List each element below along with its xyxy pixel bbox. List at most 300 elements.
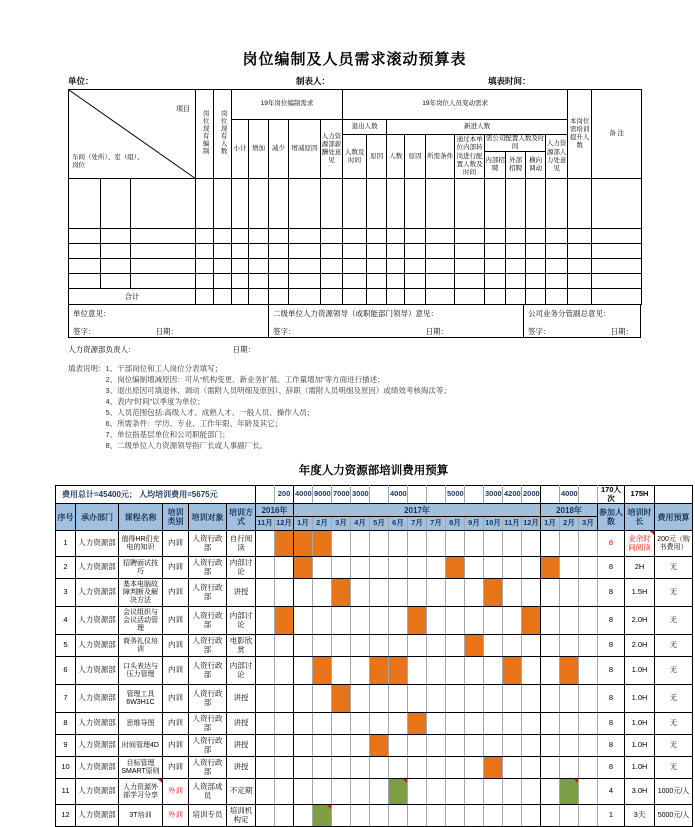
schedule-cell xyxy=(256,779,275,805)
form-empty-cell xyxy=(568,244,592,259)
budget-type-cell: 内训 xyxy=(163,685,189,713)
hr-head-date-label: 日期： xyxy=(232,345,256,355)
month-header: 4月 xyxy=(351,517,370,531)
form-empty-cell xyxy=(367,289,387,305)
form-empty-cell xyxy=(321,259,343,274)
form-empty-cell xyxy=(455,229,485,244)
form-meta-row xyxy=(68,75,641,89)
schedule-cell xyxy=(351,685,370,713)
schedule-cell-filled xyxy=(332,579,351,607)
schedule-cell xyxy=(275,735,294,757)
form-empty-cell xyxy=(269,259,289,274)
schedule-cell xyxy=(351,735,370,757)
schedule-cell-filled xyxy=(313,805,332,827)
schedule-cell xyxy=(484,713,503,735)
schedule-cell xyxy=(503,735,522,757)
schedule-cell xyxy=(427,607,446,635)
col-header-exit-count-time: 人数及时间 xyxy=(343,135,367,179)
col-header-subtotal: 小计 xyxy=(232,120,249,179)
budget-type-cell: 内训 xyxy=(163,657,189,685)
budget-dept-cell: 人力资源部 xyxy=(76,805,119,827)
schedule-cell xyxy=(408,635,427,657)
schedule-cell xyxy=(275,805,294,827)
budget-dept-cell: 人力资源部 xyxy=(76,779,119,805)
form-empty-cell xyxy=(69,179,101,229)
schedule-cell xyxy=(484,805,503,827)
schedule-cell xyxy=(256,757,275,779)
hr-head-row xyxy=(68,344,641,355)
form-empty-cell xyxy=(343,259,367,274)
form-empty-cell xyxy=(546,244,568,259)
form-empty-cell xyxy=(405,259,426,274)
budget-method-cell: 不定期 xyxy=(227,779,256,805)
form-total-row xyxy=(69,289,642,305)
schedule-cell xyxy=(465,531,484,557)
schedule-cell xyxy=(370,531,389,557)
schedule-cell xyxy=(370,685,389,713)
form-empty-row xyxy=(69,244,642,259)
schedule-cell-filled xyxy=(560,657,579,685)
schedule-cell-filled xyxy=(484,757,503,779)
col-header-course-name: 课程名称 xyxy=(119,504,163,531)
note-line: 4、表内“时间”以季度为单位； xyxy=(105,397,205,407)
schedule-cell xyxy=(465,757,484,779)
budget-course-row xyxy=(56,779,693,805)
schedule-cell-filled xyxy=(408,713,427,735)
budget-method-cell: 讲授 xyxy=(227,735,256,757)
schedule-cell xyxy=(579,657,598,685)
budget-type-cell: 内训 xyxy=(163,531,189,557)
schedule-cell xyxy=(370,635,389,657)
form-empty-cell xyxy=(196,229,214,244)
form-empty-cell xyxy=(101,259,131,274)
schedule-cell xyxy=(275,635,294,657)
budget-method-cell: 内部讨论 xyxy=(227,557,256,579)
month-header: 5月 xyxy=(370,517,389,531)
schedule-cell xyxy=(389,579,408,607)
schedule-cell-filled xyxy=(313,657,332,685)
schedule-cell xyxy=(522,557,541,579)
schedule-cell xyxy=(351,607,370,635)
form-empty-cell xyxy=(321,179,343,229)
budget-duration-cell: 1.0H xyxy=(625,713,655,735)
year-group-header: 2016年 xyxy=(256,504,294,517)
schedule-cell xyxy=(560,805,579,827)
schedule-cell xyxy=(294,685,313,713)
form-empty-cell xyxy=(485,289,506,305)
schedule-cell xyxy=(332,531,351,557)
schedule-cell-filled xyxy=(294,531,313,557)
form-empty-cell xyxy=(546,229,568,244)
form-empty-cell xyxy=(69,244,101,259)
col-header-department: 承办部门 xyxy=(76,504,119,531)
schedule-cell xyxy=(313,607,332,635)
budget-method-cell: 内部讨论 xyxy=(227,607,256,635)
form-empty-cell xyxy=(196,289,214,305)
col-header-internal-recruit: 内部招聘 xyxy=(485,152,506,179)
monthly-total-cell xyxy=(427,486,446,504)
budget-duration-cell: 3天 xyxy=(625,805,655,827)
schedule-cell xyxy=(541,607,560,635)
group-header-establishment-demand: 19年岗位编制需求 xyxy=(232,90,343,120)
form-empty-cell xyxy=(343,289,367,305)
form-empty-cell xyxy=(592,244,642,259)
note-line: 7、单位指基层单位和公司职能部门； xyxy=(105,430,230,440)
budget-audience-cell: 人资行政部 xyxy=(189,757,227,779)
form-empty-cell xyxy=(131,259,196,274)
col-header-training-audience: 培训对象 xyxy=(189,504,227,531)
budget-method-cell: 内部讨论 xyxy=(227,657,256,685)
budget-duration-cell: 业余时间阅读 xyxy=(625,531,655,557)
schedule-cell xyxy=(446,685,465,713)
budget-type-cell: 内训 xyxy=(163,607,189,635)
schedule-cell xyxy=(503,779,522,805)
month-header: 11月 xyxy=(503,517,522,531)
form-empty-cell xyxy=(426,229,455,244)
schedule-cell xyxy=(560,607,579,635)
schedule-cell xyxy=(579,579,598,607)
budget-type-cell: 内训 xyxy=(163,757,189,779)
col-header-new-count: 人数 xyxy=(387,135,405,179)
budget-dept-cell: 人力资源部 xyxy=(76,607,119,635)
form-empty-cell xyxy=(367,244,387,259)
form-empty-cell xyxy=(387,274,405,289)
form-empty-cell xyxy=(485,179,506,229)
schedule-cell xyxy=(294,713,313,735)
vp-opinion-label: 公司业务分管副总意见： xyxy=(528,309,611,319)
form-empty-cell xyxy=(568,229,592,244)
schedule-cell xyxy=(484,657,503,685)
budget-duration-cell: 3.0H xyxy=(625,779,655,805)
budget-dept-cell: 人力资源部 xyxy=(76,579,119,607)
form-empty-cell xyxy=(592,179,642,229)
schedule-cell xyxy=(579,757,598,779)
hr-leader-opinion-label: 二级单位人力资源领导（或职能部门领导）意见： xyxy=(273,309,438,319)
form-empty-cell xyxy=(101,229,131,244)
form-empty-cell xyxy=(367,259,387,274)
schedule-cell xyxy=(351,757,370,779)
schedule-cell xyxy=(351,531,370,557)
form-empty-cell xyxy=(196,259,214,274)
schedule-cell xyxy=(256,557,275,579)
schedule-cell xyxy=(294,779,313,805)
form-empty-cell xyxy=(249,274,269,289)
schedule-cell xyxy=(351,635,370,657)
schedule-cell xyxy=(294,607,313,635)
form-empty-cell xyxy=(269,274,289,289)
form-empty-cell xyxy=(321,244,343,259)
schedule-cell xyxy=(579,805,598,827)
form-empty-cell xyxy=(343,179,367,229)
form-empty-cell xyxy=(289,259,321,274)
form-empty-cell xyxy=(131,229,196,244)
form-empty-cell xyxy=(546,289,568,305)
schedule-cell xyxy=(541,805,560,827)
schedule-cell xyxy=(313,757,332,779)
budget-course-cell: 会议组织与会议活动管理 xyxy=(119,607,163,635)
budget-participants-cell: 1 xyxy=(598,805,625,827)
month-header: 10月 xyxy=(484,517,503,531)
signature-box-hr-leader xyxy=(269,305,524,337)
monthly-total-cell: 9000 xyxy=(313,486,332,504)
budget-type-cell: 外训 xyxy=(163,805,189,827)
signature-box-unit xyxy=(69,305,269,337)
form-empty-cell xyxy=(526,274,546,289)
schedule-cell xyxy=(503,579,522,607)
budget-course-row xyxy=(56,757,693,779)
budget-course-cell: 3T培训 xyxy=(119,805,163,827)
schedule-cell xyxy=(484,635,503,657)
schedule-cell xyxy=(427,579,446,607)
budget-course-cell: 招聘面试技巧 xyxy=(119,557,163,579)
col-header-training-upgrade: 本岗位需培训提升人数 xyxy=(568,90,592,179)
form-empty-cell xyxy=(568,179,592,229)
schedule-cell xyxy=(446,531,465,557)
budget-method-cell: 电影欣赏 xyxy=(227,635,256,657)
schedule-cell xyxy=(522,779,541,805)
budget-row-number: 6 xyxy=(56,657,76,685)
budget-course-row xyxy=(56,531,693,557)
schedule-cell-filled xyxy=(370,657,389,685)
schedule-cell xyxy=(484,779,503,805)
schedule-cell xyxy=(351,805,370,827)
form-empty-cell xyxy=(405,289,426,305)
form-empty-cell xyxy=(269,229,289,244)
budget-course-row xyxy=(56,579,693,607)
col-header-internal-transfer: 通过本单位内部转岗进行配置人数及时间 xyxy=(455,135,485,179)
schedule-cell xyxy=(294,657,313,685)
form-empty-cell xyxy=(214,274,232,289)
budget-participants-cell: 8 xyxy=(598,579,625,607)
schedule-cell xyxy=(465,805,484,827)
form-empty-cell xyxy=(546,274,568,289)
form-empty-cell xyxy=(405,244,426,259)
schedule-cell xyxy=(541,757,560,779)
schedule-cell xyxy=(408,735,427,757)
form-empty-cell xyxy=(343,229,367,244)
budget-method-cell: 讲授 xyxy=(227,579,256,607)
form-empty-cell xyxy=(321,289,343,305)
budget-dept-cell: 人力资源部 xyxy=(76,531,119,557)
budget-method-cell: 自行阅读 xyxy=(227,531,256,557)
sign-label: 签字： xyxy=(528,327,551,337)
schedule-cell xyxy=(560,685,579,713)
form-empty-row xyxy=(69,274,642,289)
monthly-total-cell xyxy=(256,486,275,504)
schedule-cell xyxy=(332,635,351,657)
date-label: 日期： xyxy=(610,327,633,337)
total-participants: 170人次 xyxy=(598,486,625,504)
schedule-cell xyxy=(351,713,370,735)
budget-title: 年度人力资源部培训费用预算 xyxy=(298,465,449,477)
form-empty-cell xyxy=(69,274,101,289)
schedule-cell xyxy=(275,757,294,779)
budget-dept-cell: 人力资源部 xyxy=(76,713,119,735)
schedule-cell xyxy=(541,713,560,735)
schedule-cell xyxy=(503,757,522,779)
month-header: 7月 xyxy=(427,517,446,531)
form-empty-cell xyxy=(526,289,546,305)
form-empty-cell xyxy=(592,274,642,289)
form-empty-cell xyxy=(485,274,506,289)
schedule-cell xyxy=(389,531,408,557)
schedule-cell xyxy=(579,713,598,735)
schedule-cell xyxy=(560,579,579,607)
form-empty-cell xyxy=(592,259,642,274)
budget-method-cell: 讲授 xyxy=(227,757,256,779)
position-budget-grid xyxy=(68,89,642,305)
form-empty-cell xyxy=(426,259,455,274)
schedule-cell xyxy=(408,685,427,713)
form-empty-cell xyxy=(455,289,485,305)
form-empty-cell xyxy=(426,244,455,259)
schedule-cell xyxy=(313,557,332,579)
schedule-cell xyxy=(256,735,275,757)
schedule-cell xyxy=(465,779,484,805)
budget-course-cell: 口头表达与压力管理 xyxy=(119,657,163,685)
budget-course-row xyxy=(56,713,693,735)
budget-dept-cell: 人力资源部 xyxy=(76,557,119,579)
summary-empty-cell xyxy=(655,486,693,504)
schedule-cell xyxy=(446,735,465,757)
form-empty-cell xyxy=(526,179,546,229)
form-empty-cell xyxy=(196,274,214,289)
budget-course-row xyxy=(56,607,693,635)
form-empty-cell xyxy=(69,229,101,244)
form-empty-cell xyxy=(232,274,249,289)
form-empty-cell xyxy=(526,244,546,259)
budget-audience-cell: 人资部成员 xyxy=(189,779,227,805)
form-empty-cell xyxy=(405,274,426,289)
month-header: 8月 xyxy=(446,517,465,531)
budget-row-number: 11 xyxy=(56,779,76,805)
form-empty-cell xyxy=(232,259,249,274)
schedule-cell xyxy=(389,685,408,713)
form-empty-cell xyxy=(343,244,367,259)
form-empty-cell xyxy=(387,244,405,259)
col-header-new-reason: 原因 xyxy=(405,135,426,179)
budget-dept-cell: 人力资源部 xyxy=(76,657,119,685)
schedule-cell xyxy=(560,531,579,557)
schedule-cell xyxy=(294,579,313,607)
budget-duration-cell: 1.5H xyxy=(625,579,655,607)
schedule-cell xyxy=(313,635,332,657)
monthly-total-cell: 4200 xyxy=(503,486,522,504)
note-line: 5、人员范围包括:高级人才、成熟人才、一般人员、操作人员； xyxy=(105,408,315,418)
form-empty-cell xyxy=(269,179,289,229)
total-label: 合计 xyxy=(69,289,196,305)
schedule-cell-filled xyxy=(560,779,579,805)
budget-type-cell: 内训 xyxy=(163,579,189,607)
schedule-cell xyxy=(560,635,579,657)
schedule-cell xyxy=(503,805,522,827)
budget-participants-cell: 8 xyxy=(598,735,625,757)
year-group-header: 2017年 xyxy=(294,504,541,517)
form-empty-cell xyxy=(387,179,405,229)
schedule-cell xyxy=(446,635,465,657)
unit-opinion-label: 单位意见： xyxy=(73,309,111,319)
form-empty-cell xyxy=(367,229,387,244)
schedule-cell xyxy=(275,685,294,713)
budget-course-cell: 时间管理4D xyxy=(119,735,163,757)
budget-course-cell: 目标管理SMART原则 xyxy=(119,757,163,779)
form-empty-cell xyxy=(101,274,131,289)
form-empty-cell xyxy=(387,259,405,274)
schedule-cell xyxy=(313,779,332,805)
year-group-header: 2018年 xyxy=(541,504,598,517)
budget-row-number: 9 xyxy=(56,735,76,757)
budget-cost-cell: 无 xyxy=(655,713,693,735)
budget-course-cell: 思维导图 xyxy=(119,713,163,735)
schedule-cell xyxy=(503,557,522,579)
budget-cost-cell: 5000元/人 xyxy=(655,805,693,827)
budget-row-number: 7 xyxy=(56,685,76,713)
schedule-cell xyxy=(522,657,541,685)
schedule-cell xyxy=(351,657,370,685)
note-line: 1、干部岗位和工人岗位分表填写； xyxy=(105,364,223,374)
schedule-cell xyxy=(465,557,484,579)
note-line: 6、所需条件：学历、专业、工作年限、年龄及其它； xyxy=(105,419,283,429)
schedule-cell xyxy=(579,531,598,557)
monthly-total-cell: 3000 xyxy=(484,486,503,504)
budget-audience-cell: 人资行政部 xyxy=(189,607,227,635)
budget-participants-cell: 8 xyxy=(598,657,625,685)
schedule-cell xyxy=(522,635,541,657)
form-empty-cell xyxy=(526,229,546,244)
form-empty-cell xyxy=(101,244,131,259)
budget-row-number: 1 xyxy=(56,531,76,557)
col-header-exit-reason: 原因 xyxy=(367,135,387,179)
schedule-cell xyxy=(408,757,427,779)
form-empty-cell xyxy=(214,244,232,259)
schedule-cell xyxy=(503,635,522,657)
schedule-cell xyxy=(256,607,275,635)
budget-row-number: 2 xyxy=(56,557,76,579)
monthly-total-cell xyxy=(408,486,427,504)
budget-header-row xyxy=(56,504,693,517)
monthly-total-cell xyxy=(465,486,484,504)
budget-cost-cell: 无 xyxy=(655,557,693,579)
col-header-training-method: 培训方式 xyxy=(227,504,256,531)
form-empty-cell xyxy=(506,259,526,274)
form-empty-cell xyxy=(232,229,249,244)
budget-summary-row xyxy=(56,486,693,504)
schedule-cell xyxy=(560,557,579,579)
budget-participants-cell: 8 xyxy=(598,713,625,735)
schedule-cell xyxy=(313,713,332,735)
schedule-cell xyxy=(503,607,522,635)
budget-course-cell: 基本电脑故障判断及解决方法 xyxy=(119,579,163,607)
schedule-cell xyxy=(446,805,465,827)
monthly-total-cell: 4000 xyxy=(389,486,408,504)
form-empty-cell xyxy=(289,229,321,244)
budget-audience-cell: 培训专员 xyxy=(189,805,227,827)
schedule-cell xyxy=(370,557,389,579)
col-header-change-reason: 增减原因 xyxy=(289,120,321,179)
schedule-cell xyxy=(275,579,294,607)
month-header: 9月 xyxy=(465,517,484,531)
budget-dept-cell: 人力资源部 xyxy=(76,685,119,713)
budget-participants-cell: 8 xyxy=(598,685,625,713)
budget-row-number: 5 xyxy=(56,635,76,657)
schedule-cell xyxy=(256,685,275,713)
monthly-total-cell: 7000 xyxy=(332,486,351,504)
form-empty-cell xyxy=(131,179,196,229)
schedule-cell xyxy=(332,607,351,635)
budget-course-row xyxy=(56,657,693,685)
schedule-cell-filled xyxy=(446,557,465,579)
schedule-cell xyxy=(503,713,522,735)
